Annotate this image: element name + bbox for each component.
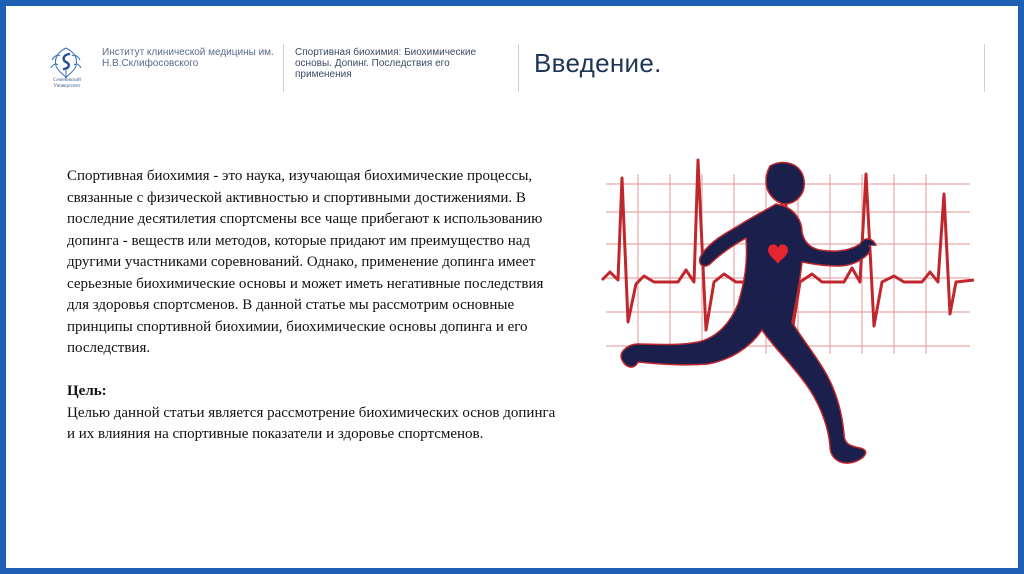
runner-heartbeat-icon	[598, 154, 978, 474]
goal-paragraph: Целью данной статьи является рассмотрение биохимических основ допинга и их влияния на спортивные показатели и здоровье спортсменов.	[67, 405, 556, 442]
slide-title: Введение.	[534, 48, 662, 78]
intro-paragraph: Спортивная биохимия - это наука, изучающая биохимические процессы, связанные с физической активностью и спортивными достижениями. В последние десятилетия спортсмены все чаще прибегают к использованию допинга - веществ или методов, которые придают им преимущество над другими участниками соревнований. Однако, применение допинга имеет серьезные биохимические основы и может иметь негативные последствия для здоровья спортсменов. В данной статье мы рассмотрим основные принципы спортивной биохимии, биохимические основы допинга и его последствия.	[67, 168, 544, 356]
header-divider	[984, 44, 985, 92]
running-figure-icon	[621, 162, 876, 463]
presentation-topic: Спортивная биохимия: Биохимические основы. Допинг. Последствия его применения	[295, 47, 477, 80]
goal-heading: Цель:	[67, 383, 107, 399]
institute-name: Институт клинической медицины им. Н.В.Склифосовского	[102, 47, 274, 69]
header-divider	[283, 44, 284, 92]
header-divider	[518, 44, 519, 92]
logo-caption: Сеченовский Университет	[53, 78, 81, 89]
